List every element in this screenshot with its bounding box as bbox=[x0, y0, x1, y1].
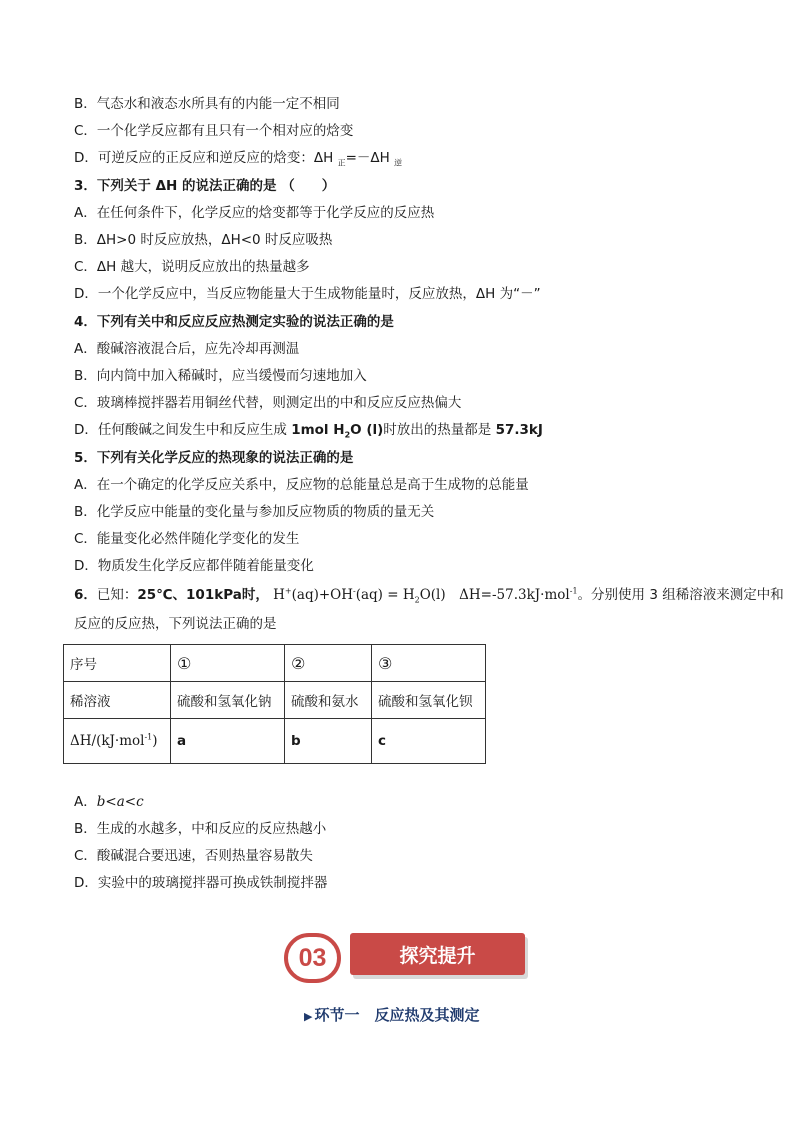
option-a-q3: A．在任何条件下，化学反应的焓变都等于化学反应的反应热 bbox=[74, 205, 435, 221]
question-6-number: 6． bbox=[74, 587, 97, 603]
eq-h2-sub: 2 bbox=[414, 595, 420, 605]
table-cell: 硫酸和氢氧化钡 bbox=[372, 682, 486, 719]
section-number-badge: 03 bbox=[284, 933, 341, 983]
option-a-q6-label: A． bbox=[74, 794, 97, 810]
option-d-q3: D．一个化学反应中，当反应物能量大于生成物能量时，反应放热，ΔH 为“－” bbox=[74, 286, 541, 302]
table-cell: b bbox=[285, 719, 372, 764]
table-row bbox=[64, 682, 486, 719]
option-b-q2: B．气态水和液态水所具有的内能一定不相同 bbox=[74, 96, 340, 112]
option-d-q2-sub2: 逆 bbox=[394, 158, 403, 168]
question-5: 5．下列有关化学反应的热现象的说法正确的是 bbox=[74, 450, 354, 466]
question-6-condition: 25℃、101kPa时， bbox=[137, 587, 269, 603]
option-d-q2-text: D．可逆反应的正反应和逆反应的焓变：ΔH bbox=[74, 150, 338, 166]
option-a-q6-expr: b<a<c bbox=[96, 794, 144, 810]
table-cell: ③ bbox=[372, 645, 486, 682]
question-4: 4．下列有关中和反应反应热测定实验的说法正确的是 bbox=[74, 314, 394, 330]
question-6-equation bbox=[273, 587, 577, 603]
option-d-q2-sub1: 正 bbox=[337, 158, 346, 168]
section-title-banner: 探究提升 bbox=[350, 933, 525, 975]
option-c-q6: C．酸碱混合要迅速，否则热量容易散失 bbox=[74, 848, 313, 864]
option-b-q6: B．生成的水越多，中和反应的反应热越小 bbox=[74, 821, 327, 837]
option-d-q4-mid: 时放出的热量都是 bbox=[383, 422, 496, 438]
option-d-q4-formula: 1mol H bbox=[291, 422, 345, 438]
question-6-line2: 反应的反应热，下列说法正确的是 bbox=[74, 616, 277, 632]
question-6-line1 bbox=[74, 586, 784, 604]
option-d-q4-formula2: O (l) bbox=[350, 422, 384, 438]
option-d-q4-value: 57.3kJ bbox=[495, 422, 543, 438]
eq-aq1: (aq)+OH bbox=[291, 587, 354, 603]
question-3: 3．下列关于 ΔH 的说法正确的是 （ ） bbox=[74, 178, 336, 194]
play-triangle-icon: ▶ bbox=[304, 1010, 313, 1023]
option-b-q4: B．向内筒中加入稀碱时，应当缓慢而匀速地加入 bbox=[74, 368, 367, 384]
option-b-q3: B．ΔH>0 时反应放热，ΔH<0 时反应吸热 bbox=[74, 232, 333, 248]
option-a-q6 bbox=[74, 793, 144, 811]
eq-o: O(l) ΔH=-57.3kJ·mol bbox=[419, 587, 570, 603]
option-a-q4: A．酸碱溶液混合后，应先冷却再测温 bbox=[74, 341, 300, 357]
option-c-q4: C．玻璃棒搅拌器若用铜丝代替，则测定出的中和反应反应热偏大 bbox=[74, 395, 462, 411]
table-cell: 硫酸和氨水 bbox=[285, 682, 372, 719]
section-subheading bbox=[304, 1004, 479, 1025]
option-d-q4-sub: 2 bbox=[344, 430, 351, 440]
table-cell: 硫酸和氢氧化钠 bbox=[171, 682, 285, 719]
table-row bbox=[64, 719, 486, 764]
option-c-q3: C．ΔH 越大，说明反应放出的热量越多 bbox=[74, 259, 310, 275]
eq-h: H bbox=[273, 587, 285, 603]
table-cell: 稀溶液 bbox=[64, 682, 171, 719]
option-a-q5: A．在一个确定的化学反应关系中，反应物的总能量总是高于生成物的总能量 bbox=[74, 477, 529, 493]
delta-h-sup: -1 bbox=[144, 732, 153, 742]
section-subheading-text: 环节一 反应热及其测定 bbox=[314, 1006, 480, 1024]
table-cell: ① bbox=[171, 645, 285, 682]
table-cell: 序号 bbox=[64, 645, 171, 682]
eq-mol-sup: -1 bbox=[569, 586, 578, 596]
option-d-q2-mid: =－ΔH bbox=[345, 150, 395, 166]
question-6-tail: 。分别使用 3 组稀溶液来测定中和 bbox=[577, 587, 784, 603]
option-d-q4 bbox=[74, 421, 543, 439]
option-c-q5: C．能量变化必然伴随化学变化的发生 bbox=[74, 531, 300, 547]
question-6-known: 已知： bbox=[96, 587, 138, 603]
delta-h-close: ) bbox=[152, 733, 158, 749]
option-d-q2 bbox=[74, 149, 402, 167]
data-table bbox=[63, 644, 486, 764]
eq-oh-sup: - bbox=[353, 586, 356, 596]
option-d-q4-pre: D．任何酸碱之间发生中和反应生成 bbox=[74, 422, 292, 438]
option-c-q2: C．一个化学反应都有且只有一个相对应的焓变 bbox=[74, 123, 354, 139]
table-cell-delta-h bbox=[64, 719, 171, 764]
option-b-q5: B．化学反应中能量的变化量与参加反应物质的物质的量无关 bbox=[74, 504, 435, 520]
option-d-q6: D．实验中的玻璃搅拌器可换成铁制搅拌器 bbox=[74, 875, 328, 891]
table-header-row bbox=[64, 645, 486, 682]
table-cell: a bbox=[171, 719, 285, 764]
eq-aq2: (aq) = H bbox=[355, 587, 415, 603]
eq-h-sup: + bbox=[284, 586, 292, 596]
table-cell: ② bbox=[285, 645, 372, 682]
table-cell: c bbox=[372, 719, 486, 764]
delta-h-label: ΔH/(kJ·mol bbox=[70, 733, 145, 749]
option-d-q5: D．物质发生化学反应都伴随着能量变化 bbox=[74, 558, 314, 574]
